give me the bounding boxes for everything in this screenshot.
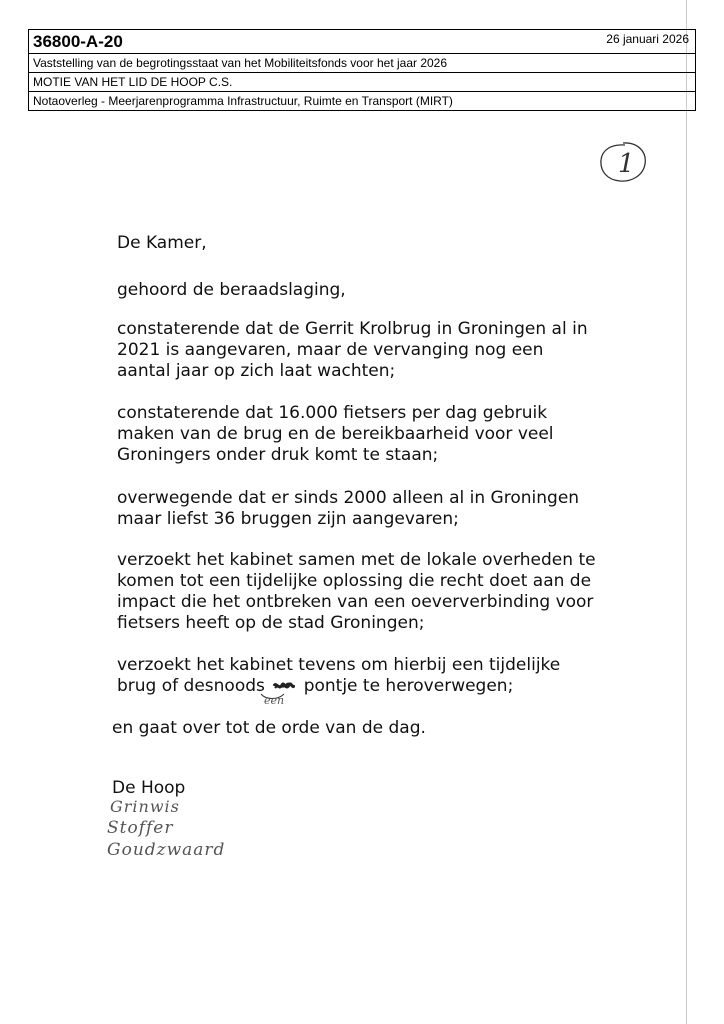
scribble-mark <box>273 680 295 692</box>
handwritten-signatory: Goudzwaard <box>107 840 226 860</box>
closing-clause: en gaat over tot de orde van de dag. <box>112 718 426 738</box>
consideration-1-line: 2021 is aangevaren, maar de vervanging nog een <box>117 340 544 360</box>
request-2-line <box>117 676 677 697</box>
document-title: Vaststelling van de begrotingsstaat van het Mobiliteitsfonds voor het jaar 2026 <box>33 56 448 70</box>
document-number: 36800-A-20 <box>33 32 123 51</box>
document-date: 26 januari 2026 <box>606 32 689 46</box>
handwritten-signatory: Stoffer <box>107 818 174 838</box>
consideration-3-line: overwegende dat er sinds 2000 alleen al in Groningen <box>117 488 580 508</box>
heard-clause: gehoord de beraadslaging, <box>117 280 346 300</box>
header-row-number <box>29 30 695 54</box>
consideration-1-line: aantal jaar op zich laat wachten; <box>117 361 396 381</box>
handwritten-circled-number <box>598 140 648 184</box>
request-2-line: verzoekt het kabinet tevens om hierbij een tijdelijke <box>117 655 561 675</box>
consideration-3-line: maar liefst 36 bruggen zijn aangevaren; <box>117 509 459 529</box>
scribbled-out-word <box>273 680 295 692</box>
document-header <box>28 29 696 111</box>
request-1-line: fietsers heeft op de stad Groningen; <box>117 613 425 633</box>
main-signatory: De Hoop <box>112 778 186 798</box>
consideration-2 <box>117 403 677 466</box>
consideration-1-line: constaterende dat de Gerrit Krolbrug in Groningen al in <box>117 319 588 339</box>
request-2-text-b: pontje te heroverwegen; <box>303 676 514 696</box>
consideration-2-line: maken van de brug en de bereikbaarheid voor veel <box>117 424 554 444</box>
request-2 <box>117 655 677 697</box>
consideration-2-line: Groningers onder druk komt te staan; <box>117 445 439 465</box>
consideration-1 <box>117 319 677 382</box>
header-row-motion <box>29 73 695 92</box>
scan-edge-line <box>686 0 687 1024</box>
request-1-line: verzoekt het kabinet samen met de lokale overheden te <box>117 550 596 570</box>
request-2-text-a: brug of desnoods <box>117 676 265 696</box>
consideration-2-line: constaterende dat 16.000 fietsers per dag gebruik <box>117 403 548 423</box>
header-row-title <box>29 54 695 73</box>
request-1-line: impact die het ontbreken van een oeververbinding voor <box>117 592 594 612</box>
meeting-context: Notaoverleg - Meerjarenprogramma Infrastructuur, Ruimte en Transport (MIRT) <box>33 94 453 108</box>
request-1-line: komen tot een tijdelijke oplossing die recht doet aan de <box>117 571 592 591</box>
motion-title: MOTIE VAN HET LID DE HOOP C.S. <box>33 75 233 89</box>
request-1 <box>117 550 677 634</box>
handwritten-signatory: Grinwis <box>110 797 180 816</box>
consideration-3 <box>117 488 677 530</box>
salutation: De Kamer, <box>117 233 207 253</box>
handwritten-correction: een <box>264 694 285 707</box>
header-row-context <box>29 92 695 111</box>
circled-number-text: 1 <box>618 149 635 179</box>
